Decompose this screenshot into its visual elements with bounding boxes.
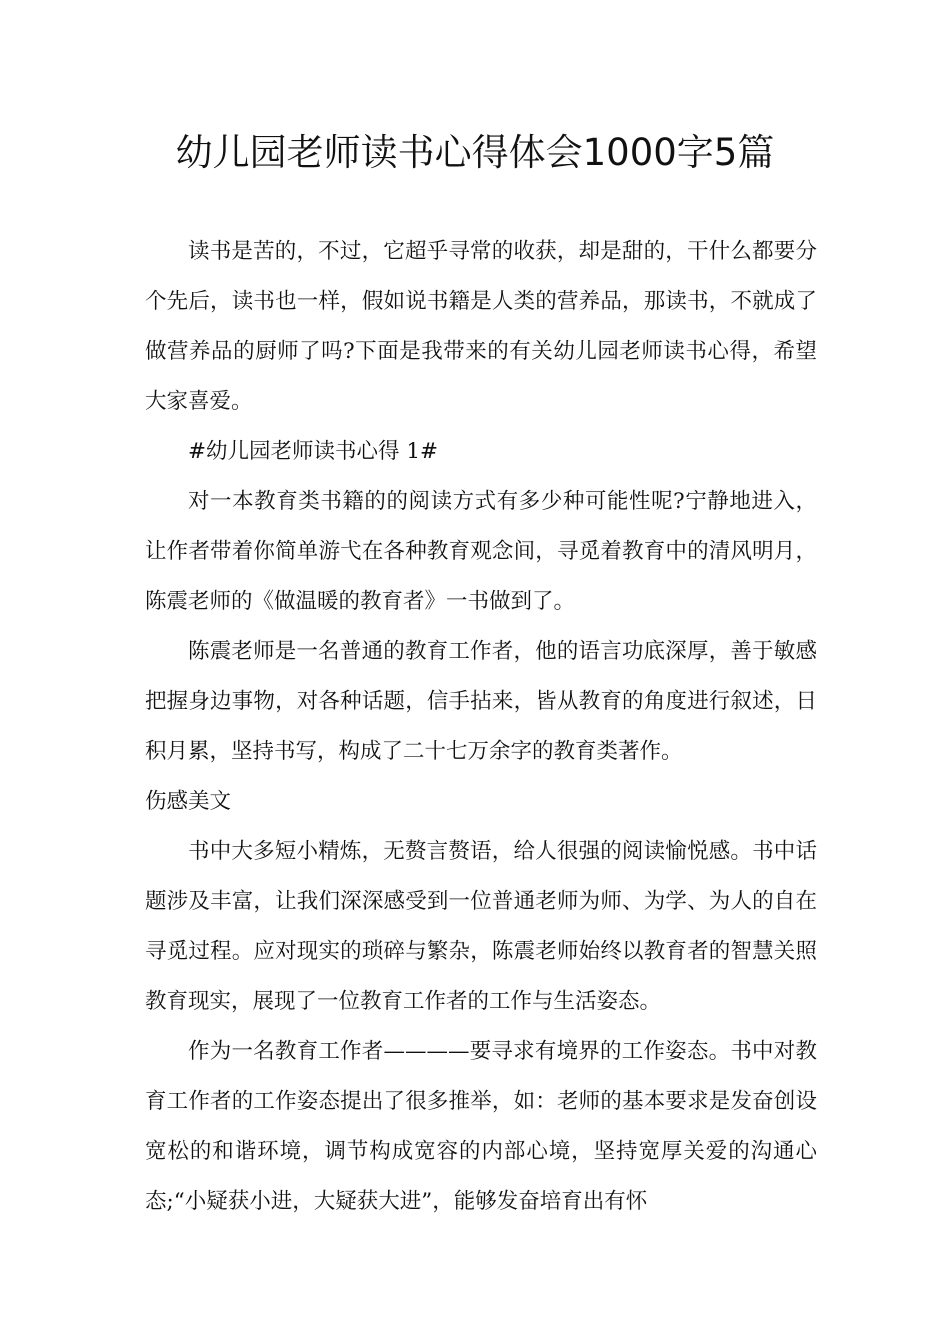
paragraph-2: 陈震老师是一名普通的教育工作者，他的语言功底深厚，善于敏感把握身边事物，对各种话题，信手拈来，皆从教育的角度进行叙述，日积月累，坚持书写，构成了二十七万余字的教育类著作。	[145, 639, 817, 764]
document-title: 幼儿园老师读书心得体会1000字5篇	[175, 131, 775, 174]
stray-text-line: 伤感美文	[145, 789, 232, 814]
paragraph-1: 对一本教育类书籍的的阅读方式有多少种可能性呢?宁静地进入，让作者带着你简单游弋在各种教育观念间，寻觅着教育中的清风明月，陈震老师的《做温暖的教育者》一书做到了。	[145, 489, 817, 614]
paragraph-4: 作为一名教育工作者————要寻求有境界的工作姿态。书中对教育工作者的工作姿态提出了很多推举，如：老师的基本要求是发奋创设宽松的和谐环境，调节构成宽容的内部心境，坚持宽厚关爱的沟通心态;“小疑获小进，大疑获大进”，能够发奋培育出有怀	[145, 1039, 817, 1214]
document-body	[145, 227, 817, 1227]
paragraph-3: 书中大多短小精炼，无赘言赘语，给人很强的阅读愉悦感。书中话题涉及丰富，让我们深深感受到一位普通老师为师、为学、为人的自在寻觅过程。应对现实的琐碎与繁杂，陈震老师始终以教育者的智慧关照教育现实，展现了一位教育工作者的工作与生活姿态。	[145, 839, 817, 1014]
paragraph-intro: 读书是苦的，不过，它超乎寻常的收获，却是甜的，干什么都要分个先后，读书也一样，假如说书籍是人类的营养品，那读书，不就成了做营养品的厨师了吗?下面是我带来的有关幼儿园老师读书心得，希望大家喜爱。	[145, 239, 817, 414]
section-heading-1: #幼儿园老师读书心得 1#	[188, 439, 439, 464]
